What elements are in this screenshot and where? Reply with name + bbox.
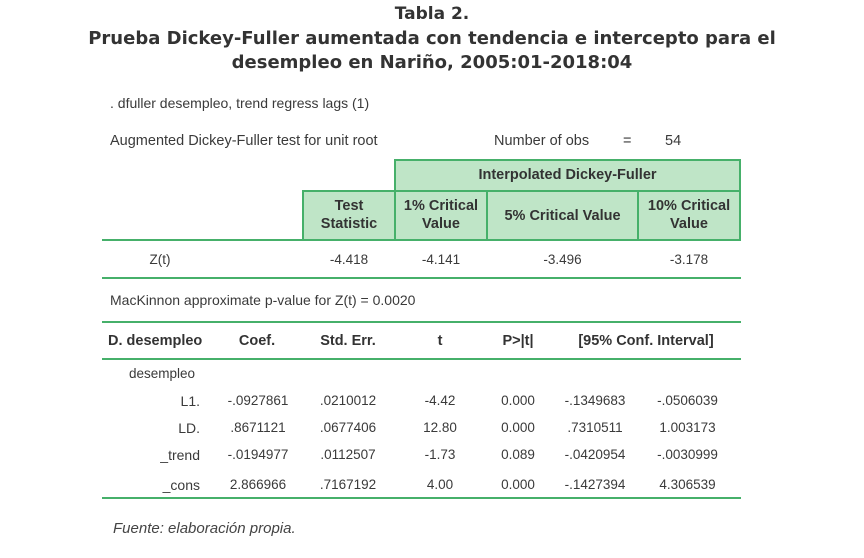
reg-header-coef: Coef. bbox=[238, 333, 276, 349]
obs-equals: = bbox=[623, 133, 632, 149]
test-statistic-header bbox=[303, 197, 395, 233]
coef-value: -.0194977 bbox=[227, 447, 289, 462]
adf-header-bottom-border bbox=[102, 239, 741, 241]
row-label: LD. bbox=[178, 420, 200, 436]
p-value: 0.000 bbox=[501, 393, 535, 408]
reg-header-p: P>|t| bbox=[502, 333, 534, 349]
zt-cv1-value: -4.141 bbox=[421, 252, 461, 267]
reg-header-border bbox=[102, 358, 741, 360]
table-number: Tabla 2. bbox=[394, 4, 470, 24]
reg-header-se: Std. Err. bbox=[320, 333, 376, 349]
row-label: _trend bbox=[160, 447, 200, 463]
reg-bottom-border bbox=[102, 497, 741, 499]
adf-top-border bbox=[395, 159, 741, 161]
ci-high-value: -.0506039 bbox=[657, 393, 718, 408]
header-text: Test bbox=[334, 198, 364, 214]
row-label: _cons bbox=[162, 477, 200, 493]
obs-value: 54 bbox=[665, 133, 682, 149]
zt-cv5-value: -3.496 bbox=[543, 252, 582, 267]
reg-group-label: desempleo bbox=[128, 366, 196, 381]
t-value: 12.80 bbox=[423, 420, 457, 435]
obs-label: Number of obs bbox=[494, 133, 590, 149]
ci-low-value: -.0420954 bbox=[564, 447, 626, 462]
t-value: 4.00 bbox=[426, 477, 454, 492]
reg-header-t: t bbox=[437, 333, 443, 349]
zt-cv10-value: -3.178 bbox=[669, 252, 709, 267]
zt-label: Z(t) bbox=[149, 252, 171, 267]
mackinnon-pvalue: MacKinnon approximate p-value for Z(t) = 0.0020 bbox=[110, 292, 416, 308]
reg-top-border bbox=[102, 321, 741, 323]
reg-header-dep: D. desempleo bbox=[108, 333, 203, 349]
ci-high-value: -.0030999 bbox=[657, 447, 718, 462]
reg-header-ci: [95% Conf. Interval] bbox=[578, 333, 714, 349]
coef-value: 2.866966 bbox=[229, 477, 287, 492]
se-value: .0210012 bbox=[319, 393, 377, 408]
header-text: 1% Critical bbox=[403, 198, 479, 214]
se-value: .0677406 bbox=[319, 420, 377, 435]
interpolated-df-header: Interpolated Dickey-Fuller bbox=[478, 167, 657, 183]
adf-bottom-border bbox=[102, 277, 741, 279]
cv10-header bbox=[639, 197, 739, 233]
zt-test-value: -4.418 bbox=[329, 252, 369, 267]
coef-value: -.0927861 bbox=[227, 393, 289, 408]
cv1-header bbox=[396, 197, 486, 233]
coef-value: .8671121 bbox=[230, 420, 286, 435]
stata-command: . dfuller desempleo, trend regress lags (1) bbox=[110, 95, 370, 111]
t-value: -1.73 bbox=[424, 447, 456, 462]
header-text: Statistic bbox=[320, 216, 378, 232]
ci-low-value: -.1349683 bbox=[564, 393, 626, 408]
ci-low-value: -.1427394 bbox=[564, 477, 626, 492]
header-text: Value bbox=[422, 216, 460, 232]
ci-high-value: 1.003173 bbox=[659, 420, 716, 435]
ci-low-value: .7310511 bbox=[567, 420, 623, 435]
adf-mid-border bbox=[302, 190, 741, 192]
ci-high-value: 4.306539 bbox=[659, 477, 716, 492]
se-value: .7167192 bbox=[319, 477, 377, 492]
header-text: 10% Critical bbox=[647, 198, 731, 214]
table-title-line-1: Prueba Dickey-Fuller aumentada con tendencia e intercepto para el bbox=[88, 28, 776, 49]
source-note: Fuente: elaboración propia. bbox=[113, 520, 296, 537]
header-text: Value bbox=[670, 216, 708, 232]
table-title-line-2: desempleo en Nariño, 2005:01-2018:04 bbox=[231, 52, 633, 73]
cv5-header: 5% Critical Value bbox=[504, 208, 621, 224]
row-label: L1. bbox=[180, 393, 200, 409]
p-value: 0.000 bbox=[501, 420, 535, 435]
t-value: -4.42 bbox=[424, 393, 456, 408]
p-value: 0.089 bbox=[501, 447, 535, 462]
p-value: 0.000 bbox=[501, 477, 535, 492]
se-value: .0112507 bbox=[320, 447, 376, 462]
test-description: Augmented Dickey-Fuller test for unit root bbox=[110, 133, 378, 149]
